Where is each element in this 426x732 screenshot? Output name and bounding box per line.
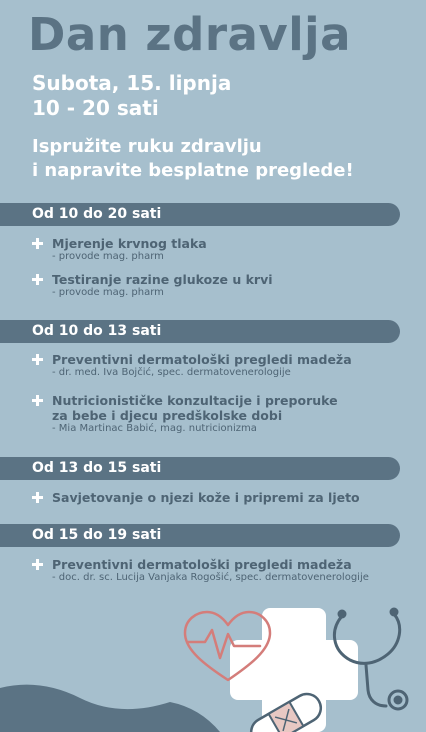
subtitle-line-2: i napravite besplatne preglede! [32,160,354,181]
item-title: Savjetovanje o njezi kože i pripremi za ljeto [52,490,360,505]
time-bar-section-4: Od 15 do 19 sati [0,524,400,547]
item-title: Testiranje razine glukoze u krvi [52,272,273,287]
wave-shape [0,685,220,732]
plus-icon [32,395,43,406]
item-title: Nutricionističke konzultacije i preporuke [52,393,338,408]
item-provider: - provode mag. pharm [52,251,164,262]
schedule-item [32,557,412,584]
schedule-item [32,236,412,263]
event-time: 10 - 20 sati [32,96,159,120]
item-title: Mjerenje krvnog tlaka [52,236,207,251]
schedule-item [32,393,412,435]
plus-icon [32,354,43,365]
plus-icon [32,559,43,570]
item-provider: - doc. dr. sc. Lucija Vanjaka Rogošić, spec. dermatovenerologije [52,572,369,583]
subtitle-line-1: Ispružite ruku zdravlju [32,136,262,157]
item-title-line-2: za bebe i djecu predškolske dobi [52,408,283,423]
schedule-item [32,490,412,505]
schedule-item [32,352,412,379]
health-illustration [0,590,426,732]
item-provider: - Mia Martinac Babić, mag. nutricionizma [52,423,257,434]
item-provider: - provode mag. pharm [52,287,164,298]
item-title: Preventivni dermatološki pregledi madeža [52,352,352,367]
event-date: Subota, 15. lipnja [32,71,232,95]
item-title: Preventivni dermatološki pregledi madeža [52,557,352,572]
time-bar-section-3: Od 13 do 15 sati [0,457,400,480]
plus-icon [32,238,43,249]
page-title: Dan zdravlja [28,8,351,61]
time-bar-section-1: Od 10 do 20 sati [0,203,400,226]
time-bar-section-2: Od 10 do 13 sati [0,320,400,343]
plus-icon [32,274,43,285]
plus-icon [32,492,43,503]
item-provider: - dr. med. Iva Bojčić, spec. dermatovenerologije [52,367,291,378]
schedule-item [32,272,412,299]
